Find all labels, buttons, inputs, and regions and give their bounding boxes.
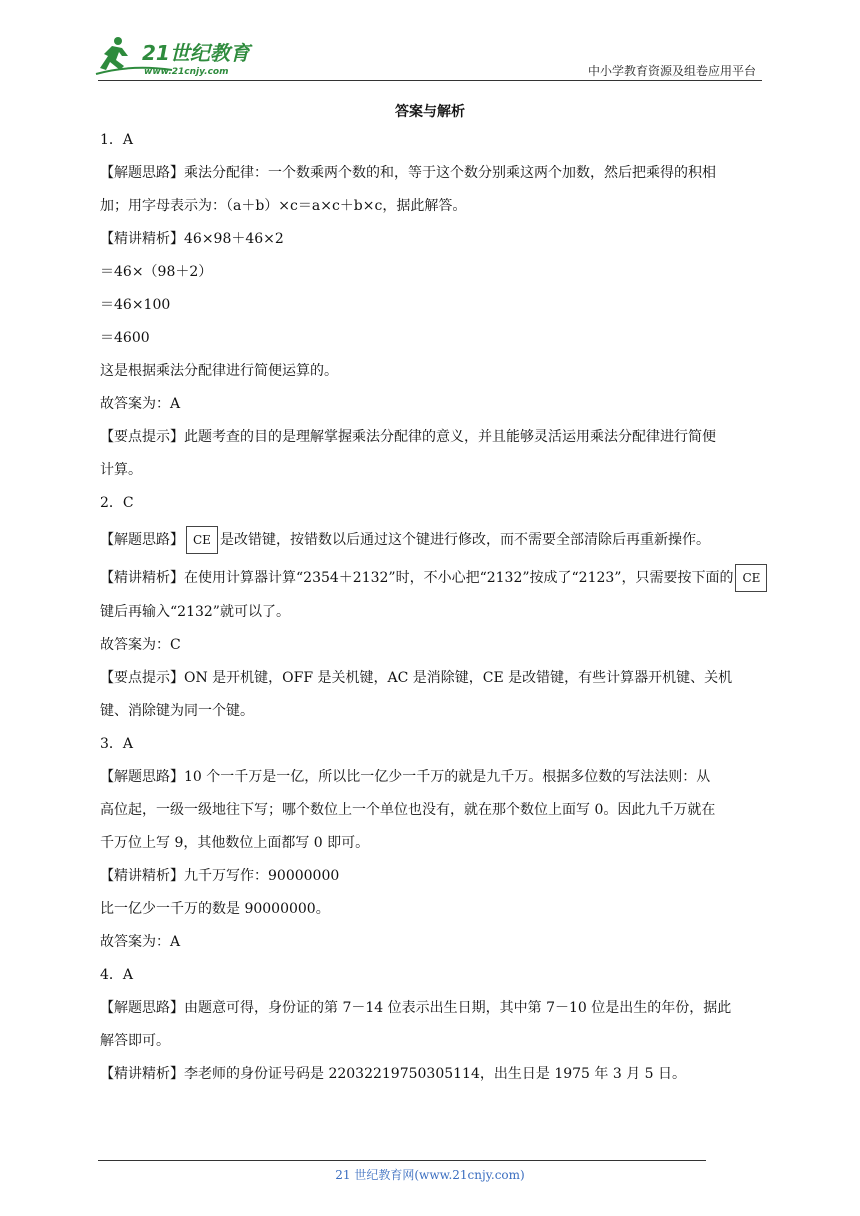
q2-analysis-1: [100, 564, 764, 602]
header-divider: [98, 80, 762, 81]
footer-link[interactable]: 21 世纪教育网(www.21cnjy.com): [335, 1168, 525, 1182]
q1-analysis-4: ＝4600: [100, 330, 150, 346]
q1-conclusion: 故答案为：A: [100, 396, 181, 412]
svg-text:www.21cnjy.com: www.21cnjy.com: [144, 67, 229, 77]
q2-analysis-text: 【精讲精析】在使用计算器计算“2354＋2132”时，不小心把“2132”按成了“2123”，只需要按下面的: [100, 570, 734, 586]
q2-tip-1: 【要点提示】ON 是开机键，OFF 是关机键，AC 是消除键，CE 是改错键，有些计算器开机键、关机: [100, 670, 733, 686]
q2-analysis-2: 键后再输入“2132”就可以了。: [100, 604, 290, 620]
page-header: [0, 0, 860, 90]
q1-thinking-1: 【解题思路】乘法分配律：一个数乘两个数的和，等于这个数分别乘这两个加数，然后把乘得的积相: [100, 165, 716, 181]
q1-analysis-3: ＝46×100: [100, 297, 171, 313]
q1-thinking-2: 加；用字母表示为：（a＋b）×c＝a×c＋b×c，据此解答。: [100, 198, 467, 214]
svg-text:21世纪教育: 21世纪教育: [142, 41, 250, 65]
q4-thinking-2: 解答即可。: [100, 1033, 170, 1049]
q3-thinking-1: 【解题思路】10 个一千万是一亿，所以比一亿少一千万的就是九千万。根据多位数的写法法则：从: [100, 769, 711, 785]
q3-conclusion: 故答案为：A: [100, 934, 181, 950]
q3-thinking-2: 高位起，一级一级地往下写；哪个数位上一个单位也没有，就在那个数位上面写 0。因此九千万就在: [100, 802, 716, 818]
q3-answer: 3．A: [100, 736, 134, 752]
q4-thinking-1: 【解题思路】由题意可得，身份证的第 7－14 位表示出生日期，其中第 7－10 位是出生的年份，据此: [100, 1000, 732, 1016]
q4-answer: 4．A: [100, 967, 134, 983]
q1-analysis-5: 这是根据乘法分配律进行简便运算的。: [100, 363, 338, 379]
q1-analysis-2: ＝46×（98＋2）: [100, 264, 213, 280]
q1-tip-2: 计算。: [100, 462, 142, 478]
answer-content: [100, 130, 764, 1097]
q3-analysis-2: 比一亿少一千万的数是 90000000。: [100, 901, 330, 917]
ce-key-box: CE: [735, 564, 767, 592]
footer-divider: [98, 1160, 706, 1161]
q4-analysis: 【精讲精析】李老师的身份证号码是 22032219750305114，出生日是 1975 年 3 月 5 日。: [100, 1066, 687, 1082]
q3-analysis-1: 【精讲精析】九千万写作：90000000: [100, 868, 340, 884]
page-title: 答案与解析: [395, 104, 465, 120]
q2-answer: 2．C: [100, 495, 134, 511]
ce-key-box: CE: [186, 526, 218, 554]
site-logo: [92, 34, 262, 80]
q2-thinking-label: 【解题思路】: [100, 532, 184, 548]
q2-conclusion: 故答案为：C: [100, 637, 181, 653]
q1-tip-1: 【要点提示】此题考查的目的是理解掌握乘法分配律的意义，并且能够灵活运用乘法分配律进行简便: [100, 429, 716, 445]
q1-analysis-1: 【精讲精析】46×98＋46×2: [100, 231, 284, 247]
q1-answer: 1．A: [100, 132, 134, 148]
platform-name: 中小学教育资源及组卷应用平台: [587, 64, 756, 78]
q2-tip-2: 键、消除键为同一个键。: [100, 703, 254, 719]
q3-thinking-3: 千万位上写 9，其他数位上面都写 0 即可。: [100, 835, 370, 851]
q2-thinking: [100, 526, 764, 564]
q2-thinking-text: 是改错键，按错数以后通过这个键进行修改，而不需要全部清除后再重新操作。: [219, 532, 710, 548]
